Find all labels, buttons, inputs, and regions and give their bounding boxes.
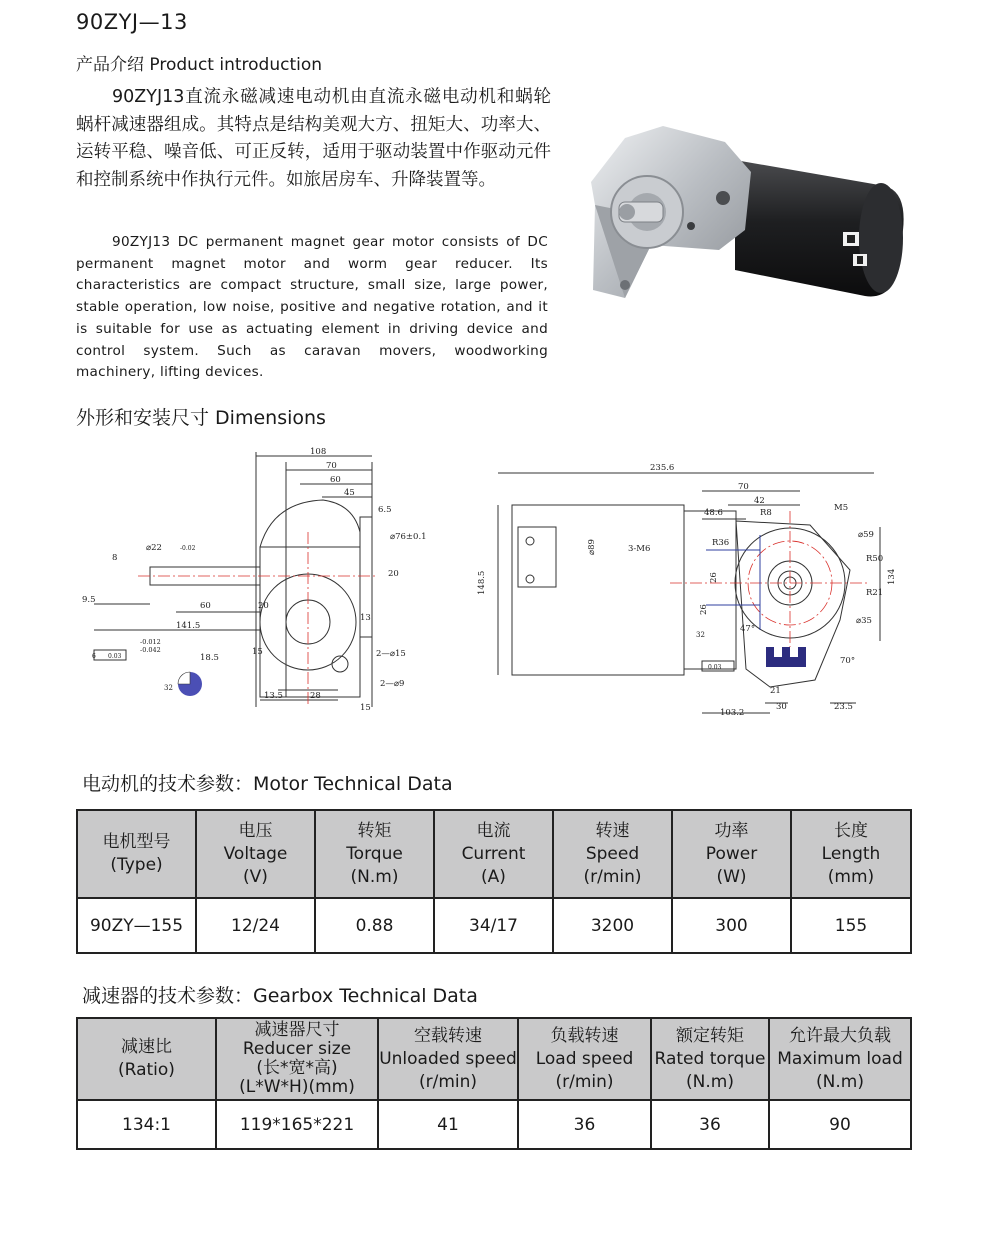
svg-text:R8: R8 bbox=[760, 508, 772, 518]
svg-text:2—⌀9: 2—⌀9 bbox=[380, 679, 405, 689]
svg-text:18.5: 18.5 bbox=[200, 653, 219, 663]
gear-cell-max-load: 90 bbox=[769, 1100, 911, 1149]
svg-text:48.6: 48.6 bbox=[704, 508, 723, 518]
gear-header-max-load: 允许最大负载 Maximum load (N.m) bbox=[769, 1018, 911, 1100]
svg-text:60: 60 bbox=[200, 601, 211, 611]
gear-header-size: 减速器尺寸 Reducer size (长*宽*高) (L*W*H)(mm) bbox=[216, 1018, 378, 1100]
svg-text:3-M6: 3-M6 bbox=[628, 544, 651, 554]
drawing-right-gear-teeth bbox=[766, 647, 806, 667]
motor-table-heading: 电动机的技术参数：Motor Technical Data bbox=[82, 773, 453, 795]
svg-text:⌀59: ⌀59 bbox=[858, 530, 874, 540]
svg-text:6: 6 bbox=[92, 653, 96, 660]
svg-text:235.6: 235.6 bbox=[650, 463, 675, 473]
svg-text:R36: R36 bbox=[712, 538, 730, 548]
gear-header-load-speed: 负载转速 Load speed (r/min) bbox=[518, 1018, 651, 1100]
motor-cell-power: 300 bbox=[672, 898, 791, 953]
svg-text:141.5: 141.5 bbox=[176, 621, 201, 631]
gear-cell-rated-torque: 36 bbox=[651, 1100, 769, 1149]
motor-header-speed: 转速 Speed (r/min) bbox=[553, 810, 672, 898]
motor-header-power: 功率 Power (W) bbox=[672, 810, 791, 898]
svg-text:26: 26 bbox=[699, 604, 709, 615]
svg-text:26: 26 bbox=[709, 572, 719, 583]
svg-text:⌀89: ⌀89 bbox=[587, 539, 597, 555]
svg-text:21: 21 bbox=[770, 686, 781, 696]
svg-text:15: 15 bbox=[252, 647, 263, 657]
gearbox-table-heading: 减速器的技术参数：Gearbox Technical Data bbox=[82, 985, 478, 1007]
drawing-left-outline bbox=[94, 452, 372, 707]
drawing-left-hub bbox=[178, 672, 202, 696]
gear-cell-load-speed: 36 bbox=[518, 1100, 651, 1149]
svg-text:23.5: 23.5 bbox=[834, 702, 853, 712]
gear-header-ratio: 减速比 (Ratio) bbox=[77, 1018, 216, 1100]
svg-text:134: 134 bbox=[887, 568, 897, 585]
gear-header-rated-torque: 额定转矩 Rated torque (N.m) bbox=[651, 1018, 769, 1100]
motor-header-voltage: 电压 Voltage (V) bbox=[196, 810, 315, 898]
svg-text:⌀22: ⌀22 bbox=[146, 543, 162, 553]
svg-text:-0.042: -0.042 bbox=[140, 646, 161, 654]
motor-cell-length: 155 bbox=[791, 898, 911, 953]
svg-text:42: 42 bbox=[754, 496, 765, 506]
svg-text:2—⌀15: 2—⌀15 bbox=[376, 649, 406, 659]
svg-text:15: 15 bbox=[360, 703, 371, 713]
svg-text:148.5: 148.5 bbox=[477, 570, 487, 595]
svg-text:20: 20 bbox=[388, 569, 399, 579]
gearbox-header-row bbox=[77, 1018, 911, 1100]
table-row bbox=[77, 1100, 911, 1149]
motor-cell-current: 34/17 bbox=[434, 898, 553, 953]
svg-text:70°: 70° bbox=[840, 656, 856, 666]
motor-cell-speed: 3200 bbox=[553, 898, 672, 953]
svg-text:70: 70 bbox=[738, 482, 749, 492]
svg-text:13.5: 13.5 bbox=[264, 691, 283, 701]
svg-text:60: 60 bbox=[330, 475, 341, 485]
table-row bbox=[77, 898, 911, 953]
svg-text:0.03: 0.03 bbox=[108, 653, 122, 660]
svg-text:32: 32 bbox=[696, 631, 705, 639]
svg-text:8: 8 bbox=[112, 553, 118, 563]
intro-text-zh: 90ZYJ13直流永磁减速电动机由直流永磁电动机和蜗轮蜗杆减速器组成。其特点是结构美观大方、扭矩大、功率大、运转平稳、噪音低、可正反转，适用于驱动装置中作驱动元件和控制系统中作执行元件。如旅居房车、升降装置等。 bbox=[76, 87, 551, 190]
svg-text:32: 32 bbox=[164, 684, 173, 692]
drawing-side-view bbox=[78, 442, 443, 717]
motor-data-table bbox=[76, 809, 912, 954]
motor-cell-torque: 0.88 bbox=[315, 898, 434, 953]
svg-text:103.2: 103.2 bbox=[720, 708, 745, 718]
svg-text:20: 20 bbox=[258, 601, 269, 611]
svg-text:28: 28 bbox=[310, 691, 321, 701]
svg-text:M5: M5 bbox=[834, 503, 849, 513]
svg-text:108: 108 bbox=[310, 447, 327, 457]
svg-text:6.5: 6.5 bbox=[378, 505, 392, 515]
motor-header-type: 电机型号 (Type) bbox=[77, 810, 196, 898]
gear-header-unloaded-speed: 空载转速 Unloaded speed (r/min) bbox=[378, 1018, 518, 1100]
motor-header-length: 长度 Length (mm) bbox=[791, 810, 911, 898]
gear-cell-ratio: 134:1 bbox=[77, 1100, 216, 1149]
gear-cell-unloaded-speed: 41 bbox=[378, 1100, 518, 1149]
svg-text:0.03: 0.03 bbox=[708, 664, 722, 671]
intro-text-en: 90ZYJ13 DC permanent magnet gear motor consists of DC permanent magnet motor and worm gear reducer. Its characteristics are compact structure, small size, large power, stable operation, low noise, positive and negative rotation, and it is suitable for use as actuating element in driving device and control system. Such as caravan movers, woodworking machinery, lifting devices. bbox=[76, 234, 548, 381]
svg-text:30: 30 bbox=[776, 702, 787, 712]
motor-cell-type: 90ZY—155 bbox=[77, 898, 196, 953]
model-title: 90ZYJ—13 bbox=[76, 10, 188, 34]
svg-text:45: 45 bbox=[344, 488, 355, 498]
svg-text:9.5: 9.5 bbox=[82, 595, 96, 605]
svg-text:-0.012: -0.012 bbox=[140, 638, 161, 646]
svg-text:13: 13 bbox=[360, 613, 371, 623]
drawing-right-outline bbox=[498, 473, 880, 713]
svg-text:-0.02: -0.02 bbox=[180, 545, 196, 552]
dimensions-heading: 外形和安装尺寸 Dimensions bbox=[76, 407, 326, 429]
svg-text:70: 70 bbox=[326, 461, 337, 471]
svg-text:R50: R50 bbox=[866, 554, 884, 564]
gearbox-data-table bbox=[76, 1017, 912, 1150]
drawing-front-view bbox=[470, 455, 910, 723]
motor-cell-voltage: 12/24 bbox=[196, 898, 315, 953]
gear-cell-size: 119*165*221 bbox=[216, 1100, 378, 1149]
intro-heading: 产品介绍 Product introduction bbox=[76, 55, 323, 75]
svg-text:⌀76±0.1: ⌀76±0.1 bbox=[390, 532, 427, 542]
svg-text:⌀35: ⌀35 bbox=[856, 616, 872, 626]
motor-header-current: 电流 Current (A) bbox=[434, 810, 553, 898]
product-photo bbox=[585, 120, 910, 310]
motor-header-row bbox=[77, 810, 911, 898]
svg-text:R21: R21 bbox=[866, 588, 884, 598]
svg-text:47°: 47° bbox=[740, 624, 756, 634]
motor-header-torque: 转矩 Torque (N.m) bbox=[315, 810, 434, 898]
